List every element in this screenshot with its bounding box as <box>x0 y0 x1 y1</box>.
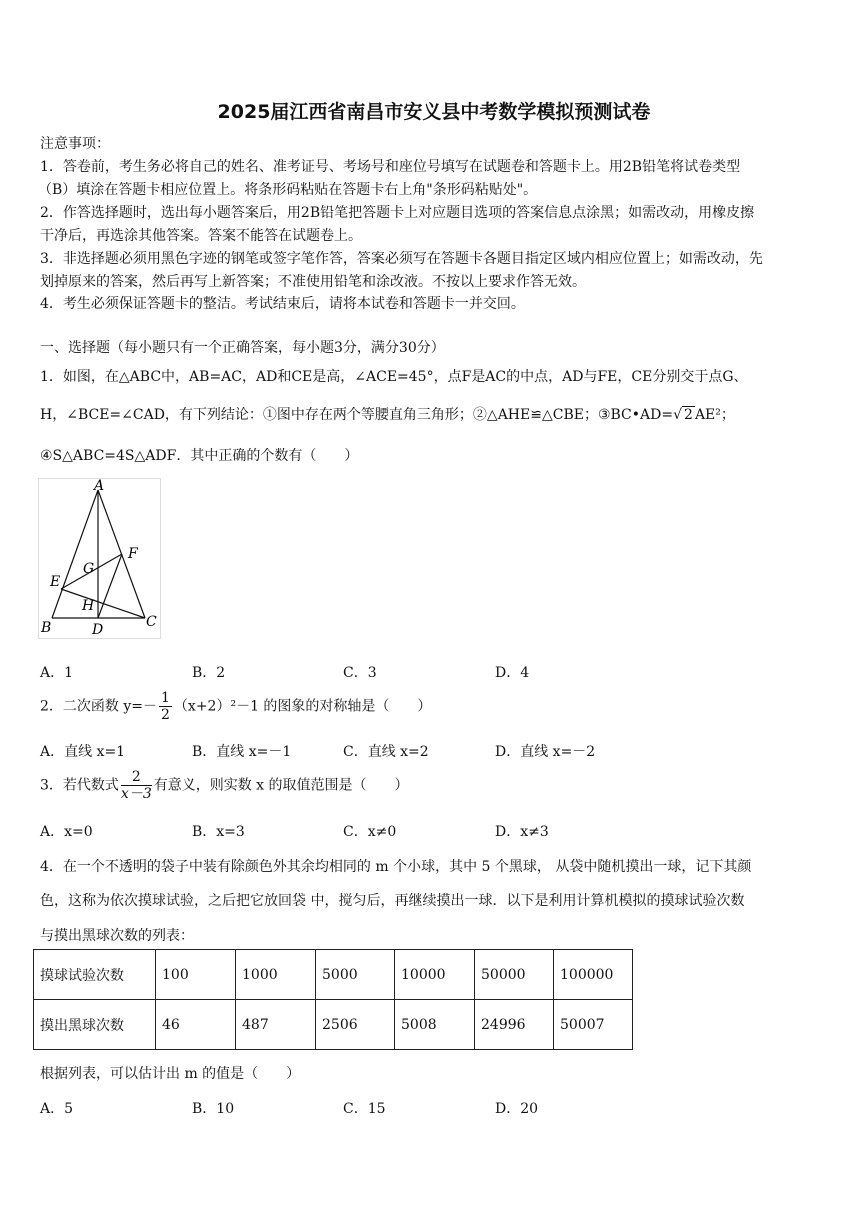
q2-option-a[interactable]: A．直线 x=1 <box>40 744 126 760</box>
q3-denominator: x－3 <box>120 786 152 802</box>
q2-option-c[interactable]: C．直线 x=2 <box>343 744 429 760</box>
q3-post: 有意义，则实数 x 的取值范围是（ ） <box>153 777 409 794</box>
table-row <box>34 1000 633 1050</box>
q2-fraction <box>159 690 172 723</box>
q4-line3: 与摸出黑球次数的列表： <box>40 928 194 944</box>
note-3b: 划掉原来的答案，然后再写上新答案；不准使用铅笔和涂改液。不按以上要求作答无效。 <box>40 274 586 290</box>
table-cell: 50007 <box>554 1000 633 1050</box>
q3-option-c[interactable]: C．x≠0 <box>343 824 397 840</box>
q2-denominator: 2 <box>161 707 170 723</box>
note-1a: 1．答卷前，考生务必将自己的姓名、准考证号、考场号和座位号填写在试题卷和答题卡上。用2B铅笔将试卷类型 <box>40 159 741 175</box>
q2-pre: 2．二次函数 y=－ <box>40 698 157 715</box>
q3-stem <box>40 769 409 802</box>
q2-option-d[interactable]: D．直线 x=－2 <box>495 744 596 760</box>
q1-option-d[interactable]: D．4 <box>495 665 530 681</box>
q3-option-b[interactable]: B．x=3 <box>192 824 245 840</box>
q1-line3: ④S△ABC=4S△ADF．其中正确的个数有（ ） <box>40 448 359 464</box>
q3-option-a[interactable]: A．x=0 <box>40 824 93 840</box>
table-cell: 487 <box>236 1000 316 1050</box>
table-cell: 46 <box>156 1000 236 1050</box>
table-cell: 1000 <box>236 950 316 1000</box>
q3-numerator: 2 <box>121 769 152 786</box>
table-cell: 摸出黑球次数 <box>34 1000 156 1050</box>
q3-fraction <box>121 769 152 802</box>
q4-line1: 4．在一个不透明的袋子中装有除颜色外其余均相同的 m 个小球，其中 5 个黑球， 从袋中随机摸出一球，记下其颜 <box>40 859 752 875</box>
table-cell: 5000 <box>316 950 395 1000</box>
table-row <box>34 950 633 1000</box>
sqrt-sign: √ <box>673 407 683 423</box>
q3-option-d[interactable]: D．x≠3 <box>495 824 549 840</box>
note-3a: 3．非选择题必须用黑色字迹的钢笔或签字笔作答，答案必须写在答题卡各题目指定区域内相应位置上；如需改动，先 <box>40 251 763 267</box>
q2-option-b[interactable]: B．直线 x=－1 <box>192 744 292 760</box>
q4-option-d[interactable]: D．20 <box>495 1101 539 1117</box>
label-G: G <box>83 561 95 577</box>
label-F: F <box>128 546 138 562</box>
table-cell: 50000 <box>475 950 554 1000</box>
label-B: B <box>41 620 52 636</box>
q1-line2a: H，∠BCE=∠CAD，有下列结论：①图中存在两个等腰直角三角形；②△AHE≌△CBE；③BC•AD= <box>40 407 674 423</box>
page-title: 2025届江西省南昌市安义县中考数学模拟预测试卷 <box>217 101 651 123</box>
sqrt-value: 2 <box>684 407 693 423</box>
q3-pre: 3．若代数式 <box>40 777 119 794</box>
table-cell: 100 <box>156 950 236 1000</box>
label-D: D <box>92 622 104 638</box>
q4-data-table <box>33 949 633 1050</box>
note-1b: （B）填涂在答题卡相应位置上。将条形码粘贴在答题卡右上角"条形码粘贴处"。 <box>38 182 538 198</box>
note-4: 4．考生必须保证答题卡的整洁。考试结束后，请将本试卷和答题卡一并交回。 <box>40 296 525 312</box>
q4-line2: 色，这称为依次摸球试验，之后把它放回袋 中，搅匀后，再继续摸出一球．以下是利用计算机模拟的摸球试验次数 <box>40 893 745 909</box>
table-cell: 5008 <box>395 1000 475 1050</box>
q1-line1: 1．如图，在△ABC中，AB=AC，AD和CE是高，∠ACE=45°，点F是AC的中点，AD与FE，CE分别交于点G、 <box>40 369 748 385</box>
table-cell: 100000 <box>554 950 633 1000</box>
q1-option-b[interactable]: B．2 <box>192 665 226 681</box>
label-C: C <box>146 614 157 630</box>
label-A: A <box>94 478 105 494</box>
q4-after: 根据列表，可以估计出 m 的值是（ ） <box>40 1066 301 1082</box>
notes-heading: 注意事项： <box>40 136 110 152</box>
q1-option-a[interactable]: A．1 <box>40 665 74 681</box>
label-E: E <box>50 574 61 590</box>
table-cell: 24996 <box>475 1000 554 1050</box>
note-2a: 2．作答选择题时，选出每小题答案后，用2B铅笔把答题卡上对应题目选项的答案信息点涂黑；如需改动，用橡皮擦 <box>40 205 755 221</box>
q2-stem <box>40 690 431 723</box>
q1-line2 <box>40 404 735 424</box>
table-cell: 10000 <box>395 950 475 1000</box>
q2-post: （x+2）²－1 的图象的对称轴是（ ） <box>173 698 432 715</box>
note-2b: 干净后，再选涂其他答案。答案不能答在试题卷上。 <box>40 228 362 244</box>
q2-numerator: 1 <box>161 690 170 706</box>
q1-line2b: AE²； <box>694 407 735 423</box>
section-heading: 一、选择题（每小题只有一个正确答案，每小题3分，满分30分） <box>40 340 445 356</box>
q4-option-c[interactable]: C．15 <box>343 1101 386 1117</box>
table-cell: 2506 <box>316 1000 395 1050</box>
q4-option-b[interactable]: B．10 <box>192 1101 235 1117</box>
q4-option-a[interactable]: A．5 <box>40 1101 74 1117</box>
q1-figure <box>38 478 163 640</box>
q1-option-c[interactable]: C．3 <box>343 665 377 681</box>
table-cell: 摸球试验次数 <box>34 950 156 1000</box>
label-H: H <box>82 598 95 614</box>
